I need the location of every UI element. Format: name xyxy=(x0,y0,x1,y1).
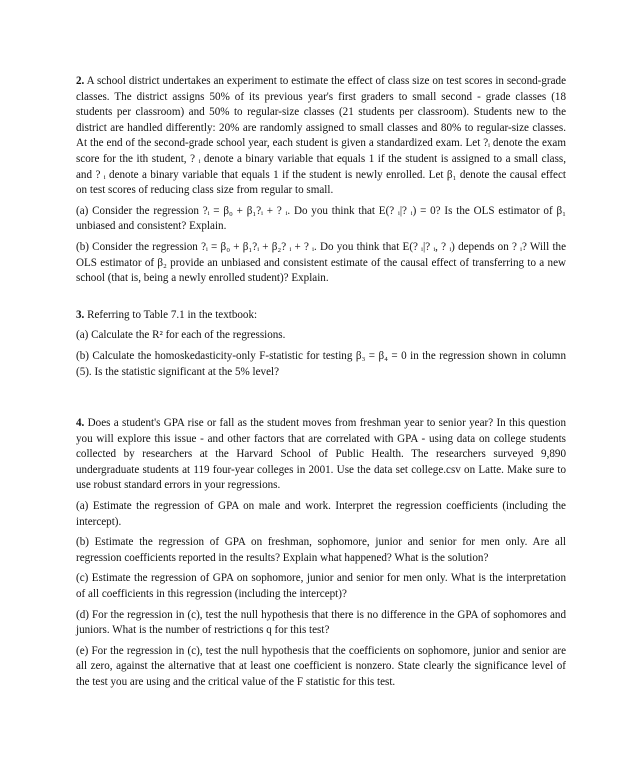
question-3-number: 3. xyxy=(76,308,85,321)
question-4-part-d: (d) For the regression in (c), test the null hypothesis that there is no difference in the GPA of sophomores and juniors. What is the number of restrictions q for this test? xyxy=(76,608,566,637)
question-3 xyxy=(76,308,566,380)
question-3-text: Referring to Table 7.1 in the textbook: xyxy=(84,308,258,321)
question-4-text: Does a student's GPA rise or fall as the student moves from freshman year to senior year? In this question you will explore this issue - and other factors that are correlated with GPA - using data on college students collected by researchers at the Harvard School of Public Health. The researchers surveyed 9,890 undergraduate students at 119 four-year colleges in 2001. Use the data set college.csv on Latte. Make sure to use robust standard errors in your regressions. xyxy=(76,417,566,492)
question-2-text: A school district undertakes an experiment to estimate the effect of class size on test scores in second-grade classes. The district assigns 50% of its previous year's first graders to small second - grade classes (18 students per classroom) and 50% to regular-size classes (21 students per classroom). Students new to the district are handled differently: 20% are randomly assigned to small classes and 80% to regular-size classes. At the end of the second-grade school year, each student is given a standardized exam. Let ?ᵢ denote the exam score for the ith student, ? ᵢ denote a binary variable that equals 1 if the student is assigned to a small class, and ? ᵢ denote a binary variable that equals 1 if the student is newly enrolled. Let β₁ denote the causal effect on test scores of reducing class size from regular to small. xyxy=(76,75,566,197)
question-4 xyxy=(76,416,566,691)
question-4-intro xyxy=(76,416,566,494)
question-4-part-e: (e) For the regression in (c), test the null hypothesis that the coefficients on sophomore, junior and senior are all zero, against the alternative that at least one coefficient is nonzero. State clearly the significance level of the test you are using and the critical value of the F statistic for this test. xyxy=(76,644,566,688)
question-3-part-b: (b) Calculate the homoskedasticity-only F-statistic for testing β₃ = β₄ = 0 in the regression shown in column (5). Is the statistic significant at the 5% level? xyxy=(76,349,566,378)
question-3-part-a: (a) Calculate the R² for each of the regressions. xyxy=(76,329,286,342)
question-3-intro xyxy=(76,308,566,324)
question-4-part-a: (a) Estimate the regression of GPA on male and work. Interpret the regression coefficients (including the intercept). xyxy=(76,500,566,528)
question-4-number: 4. xyxy=(76,417,85,430)
question-2-intro xyxy=(76,74,566,199)
question-4-part-c: (c) Estimate the regression of GPA on sophomore, junior and senior for men only. What is the interpretation of all coefficients in this regression (including the intercept)? xyxy=(76,572,566,601)
document-page xyxy=(76,74,566,691)
question-2-number: 2. xyxy=(76,75,85,87)
question-2-part-a: (a) Consider the regression ?ᵢ = β₀ + β₁?ᵢ + ? ᵢ. Do you think that E(? ᵢ|? ᵢ) = 0? Is the OLS estimator of β₁ unbiased and consistent? Explain. xyxy=(76,204,566,233)
question-2-part-b: (b) Consider the regression ?ᵢ = β₀ + β₁?ᵢ + β₂? ᵢ + ? ᵢ. Do you think that E(? ᵢ|? ᵢ, ? ᵢ) depends on ? ᵢ? Will the OLS estimator of β₂ provide an unbiased and consistent estimate of the causal effect of transferring to a new school (that is, being a newly enrolled student)? Explain. xyxy=(76,240,566,285)
question-2 xyxy=(76,74,566,287)
question-4-part-b: (b) Estimate the regression of GPA on freshman, sophomore, junior and senior for men only. Are all regression coefficients reported in the results? Explain what happened? What is the solution? xyxy=(76,536,566,564)
